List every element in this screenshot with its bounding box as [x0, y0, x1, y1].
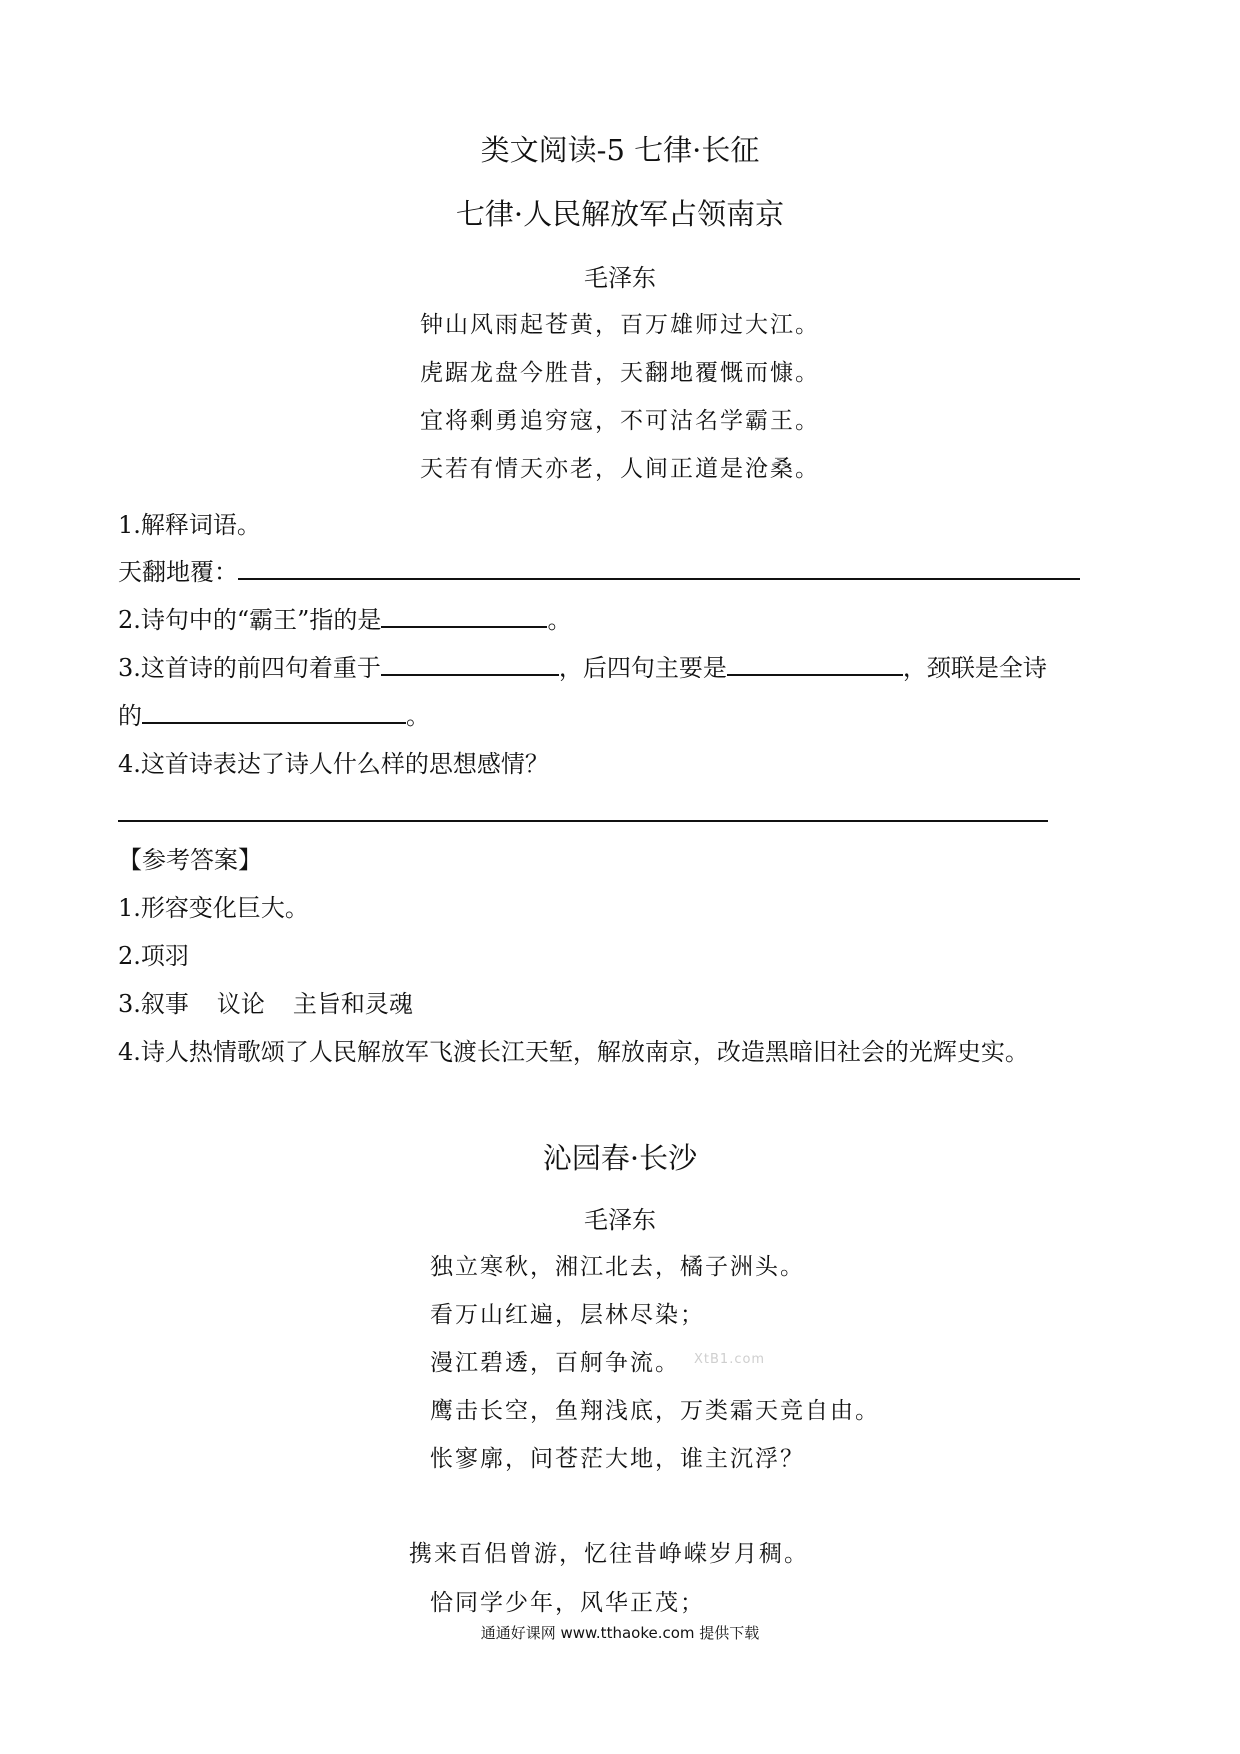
- answer-line[interactable]: [118, 820, 1048, 822]
- answer-3-part: 议论: [216, 990, 265, 1018]
- answer-4: 4.诗人热情歌颂了人民解放军飞渡长江天堑，解放南京，改造黑暗旧社会的光辉史实。: [118, 1038, 1029, 1066]
- question-3-text: 3.这首诗的前四句着重于: [118, 654, 381, 682]
- answer-3-part: 主旨和灵魂: [292, 990, 413, 1018]
- answer-3: [118, 984, 413, 1019]
- poem-line: 独立寒秋，湘江北去，橘子洲头。: [430, 1254, 805, 1280]
- question-3-continued: [118, 696, 430, 731]
- answer-blank[interactable]: [727, 652, 903, 676]
- poem-line: 恰同学少年，风华正茂；: [430, 1590, 705, 1616]
- answer-blank[interactable]: [381, 652, 559, 676]
- document-title: 类文阅读-5 七律·长征: [480, 133, 760, 167]
- answer-1: 1.形容变化巨大。: [118, 894, 309, 922]
- answer-blank[interactable]: [142, 700, 406, 724]
- answer-blank[interactable]: [381, 604, 547, 628]
- poem-line: 漫江碧透，百舸争流。: [430, 1350, 680, 1376]
- term-label: 天翻地覆：: [118, 558, 238, 586]
- poem-line: 钟山风雨起苍黄，百万雄师过大江。: [420, 312, 820, 338]
- poem-line: 怅寥廓，问苍茫大地，谁主沉浮？: [430, 1446, 805, 1472]
- poem-title: 沁园春·长沙: [542, 1141, 698, 1175]
- answer-blank[interactable]: [238, 556, 1080, 580]
- question-4: 4.这首诗表达了诗人什么样的思想感情？: [118, 750, 549, 778]
- question-1: 1.解释词语。: [118, 511, 261, 539]
- question-3-line2: 的: [118, 702, 142, 730]
- poem-line: 宜将剩勇追穷寇，不可沽名学霸王。: [420, 408, 820, 434]
- poem-line: 天若有情天亦老，人间正道是沧桑。: [420, 456, 820, 482]
- poem-author: 毛泽东: [584, 264, 656, 292]
- poem-title: 七律·人民解放军占领南京: [455, 197, 785, 231]
- answers-heading: 【参考答案】: [118, 846, 262, 874]
- poem-author: 毛泽东: [584, 1206, 656, 1234]
- question-2: [118, 600, 571, 635]
- question-1-term: [118, 552, 1080, 587]
- question-3-mid: ，后四句主要是: [558, 654, 727, 682]
- question-3-line2-end: 。: [406, 702, 430, 730]
- answer-2: 2.项羽: [118, 942, 189, 970]
- poem-line: 看万山红遍，层林尽染；: [430, 1302, 705, 1328]
- poem-line: 携来百侣曾游，忆往昔峥嵘岁月稠。: [409, 1541, 809, 1567]
- page-footer: 通通好课网 www.tthaoke.com 提供下载: [480, 1624, 760, 1642]
- question-2-text: 2.诗句中的“霸王”指的是: [118, 606, 382, 634]
- answer-3-part: 3.叙事: [118, 990, 189, 1018]
- question-3-tail: ，颈联是全诗: [902, 654, 1047, 682]
- watermark: XtB1.com: [694, 1352, 766, 1367]
- question-3: [118, 648, 1047, 683]
- question-2-end: 。: [547, 606, 572, 634]
- poem-line: 虎踞龙盘今胜昔，天翻地覆慨而慷。: [420, 360, 820, 386]
- poem-line: 鹰击长空，鱼翔浅底，万类霜天竞自由。: [430, 1398, 880, 1424]
